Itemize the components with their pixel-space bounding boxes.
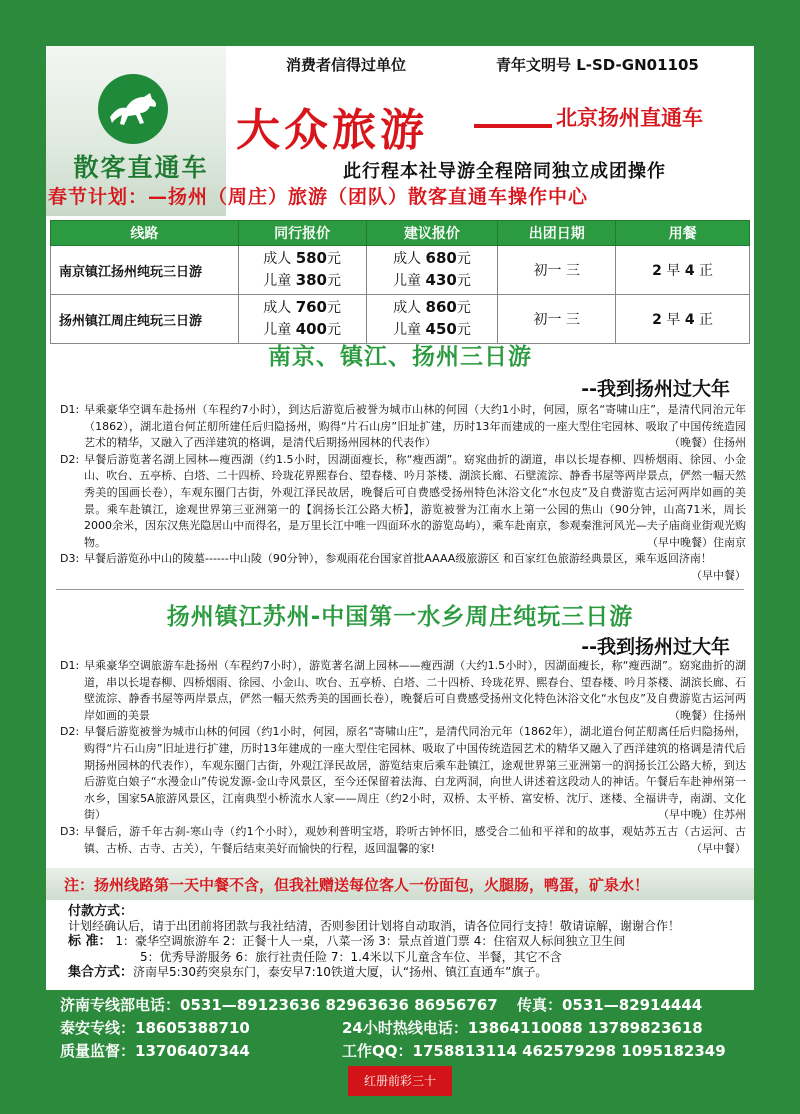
price-table <box>50 220 750 344</box>
itinerary-day: D1: 早乘豪华空调旅游车赴扬州（车程约7小时），游览著名湖上园林——瘦西湖（大约1.5小时），因湖面瘦长，称“瘦西湖”。窈窕曲折的湖道，串以长堤春柳、四桥烟雨、徐园、小金山、吹台、五亭桥、白塔、二十四桥、玲珑花界、熙春台、望春楼、吟月茶楼、湖滨长廊、石壁流淙、静香书屋等两岸景点，俨然一幅天然秀美的国画长卷），晚餐后可自费感受扬州文化特色沐浴文化“水包皮”及自费游览古运河两岸如画的美景 （晚餐）住扬州 <box>60 659 746 722</box>
date-cell: 初一 三 <box>498 295 616 344</box>
pay-title: 付款方式： <box>68 904 134 919</box>
pay-text: 计划经确认后，请于出团前将团款与我社结清，否则参团计划将自动取消，请各位同行支持！敬请谅解，谢谢合作！ <box>68 919 681 934</box>
itinerary-day: D2: 早餐后游览著名湖上园林—瘦西湖（约1.5小时，因湖面瘦长，称“瘦西湖”。窈窕曲折的湖道，串以长堤春柳、四桥烟雨、徐园、小金山、吹台、五亭桥、白塔、二十四桥、玲珑花界熙春台、望春楼、吟月茶楼、湖滨长廊、石壁流淙、静香书屋等两岸景点，俨然一幅天然秀美的国画长卷），车观东圈门古街，外观江泽民故居，晚餐后可自费感受扬州特色沐浴文化“水包皮”及自费游览古运河两岸如画的美景。乘车赴镇江，途观世界第三亚洲第一的【润扬长江公路大桥】，游览被誉为江南水上第一公园的焦山（90分钟，山高71米，周长2000余米，因东汉焦光隐居山中而得名，是万里长江中唯一四面环水的游览岛屿），乘车赴南京，参观秦淮河风光—夫子庙商业街观光购物。 （早中晚餐）住南京 <box>60 452 746 549</box>
contact-panel <box>46 990 754 1060</box>
license-text: 青年文明号 L-SD-GN01105 <box>496 56 699 74</box>
tour1-title: 南京、镇江、扬州三日游 <box>268 344 532 370</box>
table-header-row <box>51 221 750 246</box>
col-header: 出团日期 <box>498 221 616 246</box>
peer-price-cell: 成人 580元 儿童 380元 <box>238 246 366 295</box>
logo-text: 散客直通车 <box>73 153 209 182</box>
suggest-price-cell: 成人 680元 儿童 430元 <box>366 246 498 295</box>
col-header: 同行报价 <box>238 221 366 246</box>
warning-note: 注：扬州线路第一天中餐不含，但我社赠送每位客人一份面包，火腿肠，鸭蛋，矿泉水！ <box>64 876 650 894</box>
table-row <box>51 246 750 295</box>
standard-line-2: 5：优秀导游服务 6：旅行社责任险 7：1.4米以下儿童含车位、半餐，其它不含 <box>140 949 562 964</box>
standard-line-1: 标 准： 1：豪华空调旅游车 2：正餐十人一桌，八菜一汤 3：景点首道门票 4：住宿双人标间独立卫生间 <box>68 934 626 950</box>
peer-price-cell: 成人 760元 儿童 400元 <box>238 295 366 344</box>
flyer-sheet <box>46 46 754 1060</box>
col-header: 用餐 <box>616 221 750 246</box>
quality-contact: 质量监督：13706407344 <box>60 1042 250 1060</box>
col-header: 线路 <box>51 221 239 246</box>
notice-text: 此行程本社导游全程陪同独立成团操作 <box>343 161 666 182</box>
page-label: 红册前彩三十 <box>348 1066 452 1096</box>
tour2-itinerary <box>60 658 746 857</box>
tour2-subtitle: --我到扬州过大年 <box>581 636 730 658</box>
meeting-line: 集合方式：济南早5:30药突泉东门，泰安早7:10铁道大厦，认“扬州、镇江直通车”旗子。 <box>68 964 548 980</box>
hotline-contact: 24小时热线电话：13864110088 13789823618 <box>342 1019 703 1037</box>
suggest-price-cell: 成人 860元 儿童 450元 <box>366 295 498 344</box>
tour1-itinerary <box>60 402 746 585</box>
horse-logo-icon <box>98 74 168 144</box>
brand-subtitle: 北京扬州直通车 <box>556 106 703 130</box>
itinerary-day: D3: 早餐后游览孙中山的陵墓------中山陵（90分钟），参观雨花台国家首批AAAA级旅游区 和百家红色旅游经典景区，乘车返回济南！ （早中餐） <box>60 552 746 582</box>
tour2-title: 扬州镇江苏州-中国第一水乡周庄纯玩三日游 <box>166 604 634 630</box>
section-divider <box>56 589 744 590</box>
honor-text: 消费者信得过单位 <box>286 56 407 74</box>
tour1-subtitle: --我到扬州过大年 <box>581 378 730 400</box>
payment-info <box>68 904 738 980</box>
date-cell: 初一 三 <box>498 246 616 295</box>
itinerary-day: D3: 早餐后，游千年古刹-寒山寺（约1个小时），观妙利普明宝塔，聆听古钟怀旧，感受合二仙和平祥和的故事，观姑苏五古（古运河、古镇、古桥、古寺、古关），午餐后结束美好而愉快的行程，返回温馨的家! （早中餐） <box>60 824 746 855</box>
brand-dash <box>474 124 552 128</box>
table-row <box>51 295 750 344</box>
route-cell: 扬州镇江周庄纯玩三日游 <box>51 295 239 344</box>
route-cell: 南京镇江扬州纯玩三日游 <box>51 246 239 295</box>
brand-title: 大众旅游 <box>236 105 428 156</box>
itinerary-day: D2: 早餐后游览被誉为城市山林的何园（约1小时，何园，原名“寄啸山庄”，是清代同治元年（1862年），湖北道台何芷舠离任后归隐扬州，购得“片石山房”旧址进行扩建，历时13年建成的一座大型住宅园林、吸取了中国传统造园艺术的精华又融入了西洋建筑的格调是清代后期扬州园林的代表作），车观东圈门古街，外观江泽民故居，游览结束后乘车赴镇江，途观世界第三亚洲第一的润扬长江公路大桥，到达后游览白娘子“水漫金山”传说发源-金山寺风景区，至今还保留着法海、白龙两洞，向世人讲述着这段动人的神话。午餐后车赴神州第一水乡，国家5A旅游风景区，江南典型小桥流水人家——周庄（约2小时，双桥、太平桥、富安桥、沈厅、迷楼、全福讲寺，南湖、文化街） （早中晚）住苏州 <box>60 725 746 822</box>
spring-plan: 春节计划：—扬州（周庄）旅游（团队）散客直通车操作中心 <box>48 186 589 208</box>
itinerary-day: D1: 早乘豪华空调车赴扬州（车程约7小时），到达后游览后被誉为城市山林的何园（大约1小时，何园，原名“寄啸山庄”，是清代同治元年（1862），湖北道台何芷舠所建任后归隐扬州，购得“片石山房”旧址扩建，历时13年而建成的一座大型住宅园林、吸取了中国传统造园艺术的精华，又融入了西洋建筑的格调，是清代后期扬州园林的代表作） （晚餐）住扬州 <box>60 403 746 450</box>
jinan-contact: 济南专线部电话：0531—89123636 82963636 86956767 传真：0531—82914444 <box>60 996 703 1014</box>
taian-contact: 泰安专线：18605388710 <box>60 1019 250 1037</box>
meal-cell: 2 早 4 正 <box>616 295 750 344</box>
meal-cell: 2 早 4 正 <box>616 246 750 295</box>
col-header: 建议报价 <box>366 221 498 246</box>
qq-contact: 工作QQ：1758813114 462579298 1095182349 <box>342 1042 726 1060</box>
